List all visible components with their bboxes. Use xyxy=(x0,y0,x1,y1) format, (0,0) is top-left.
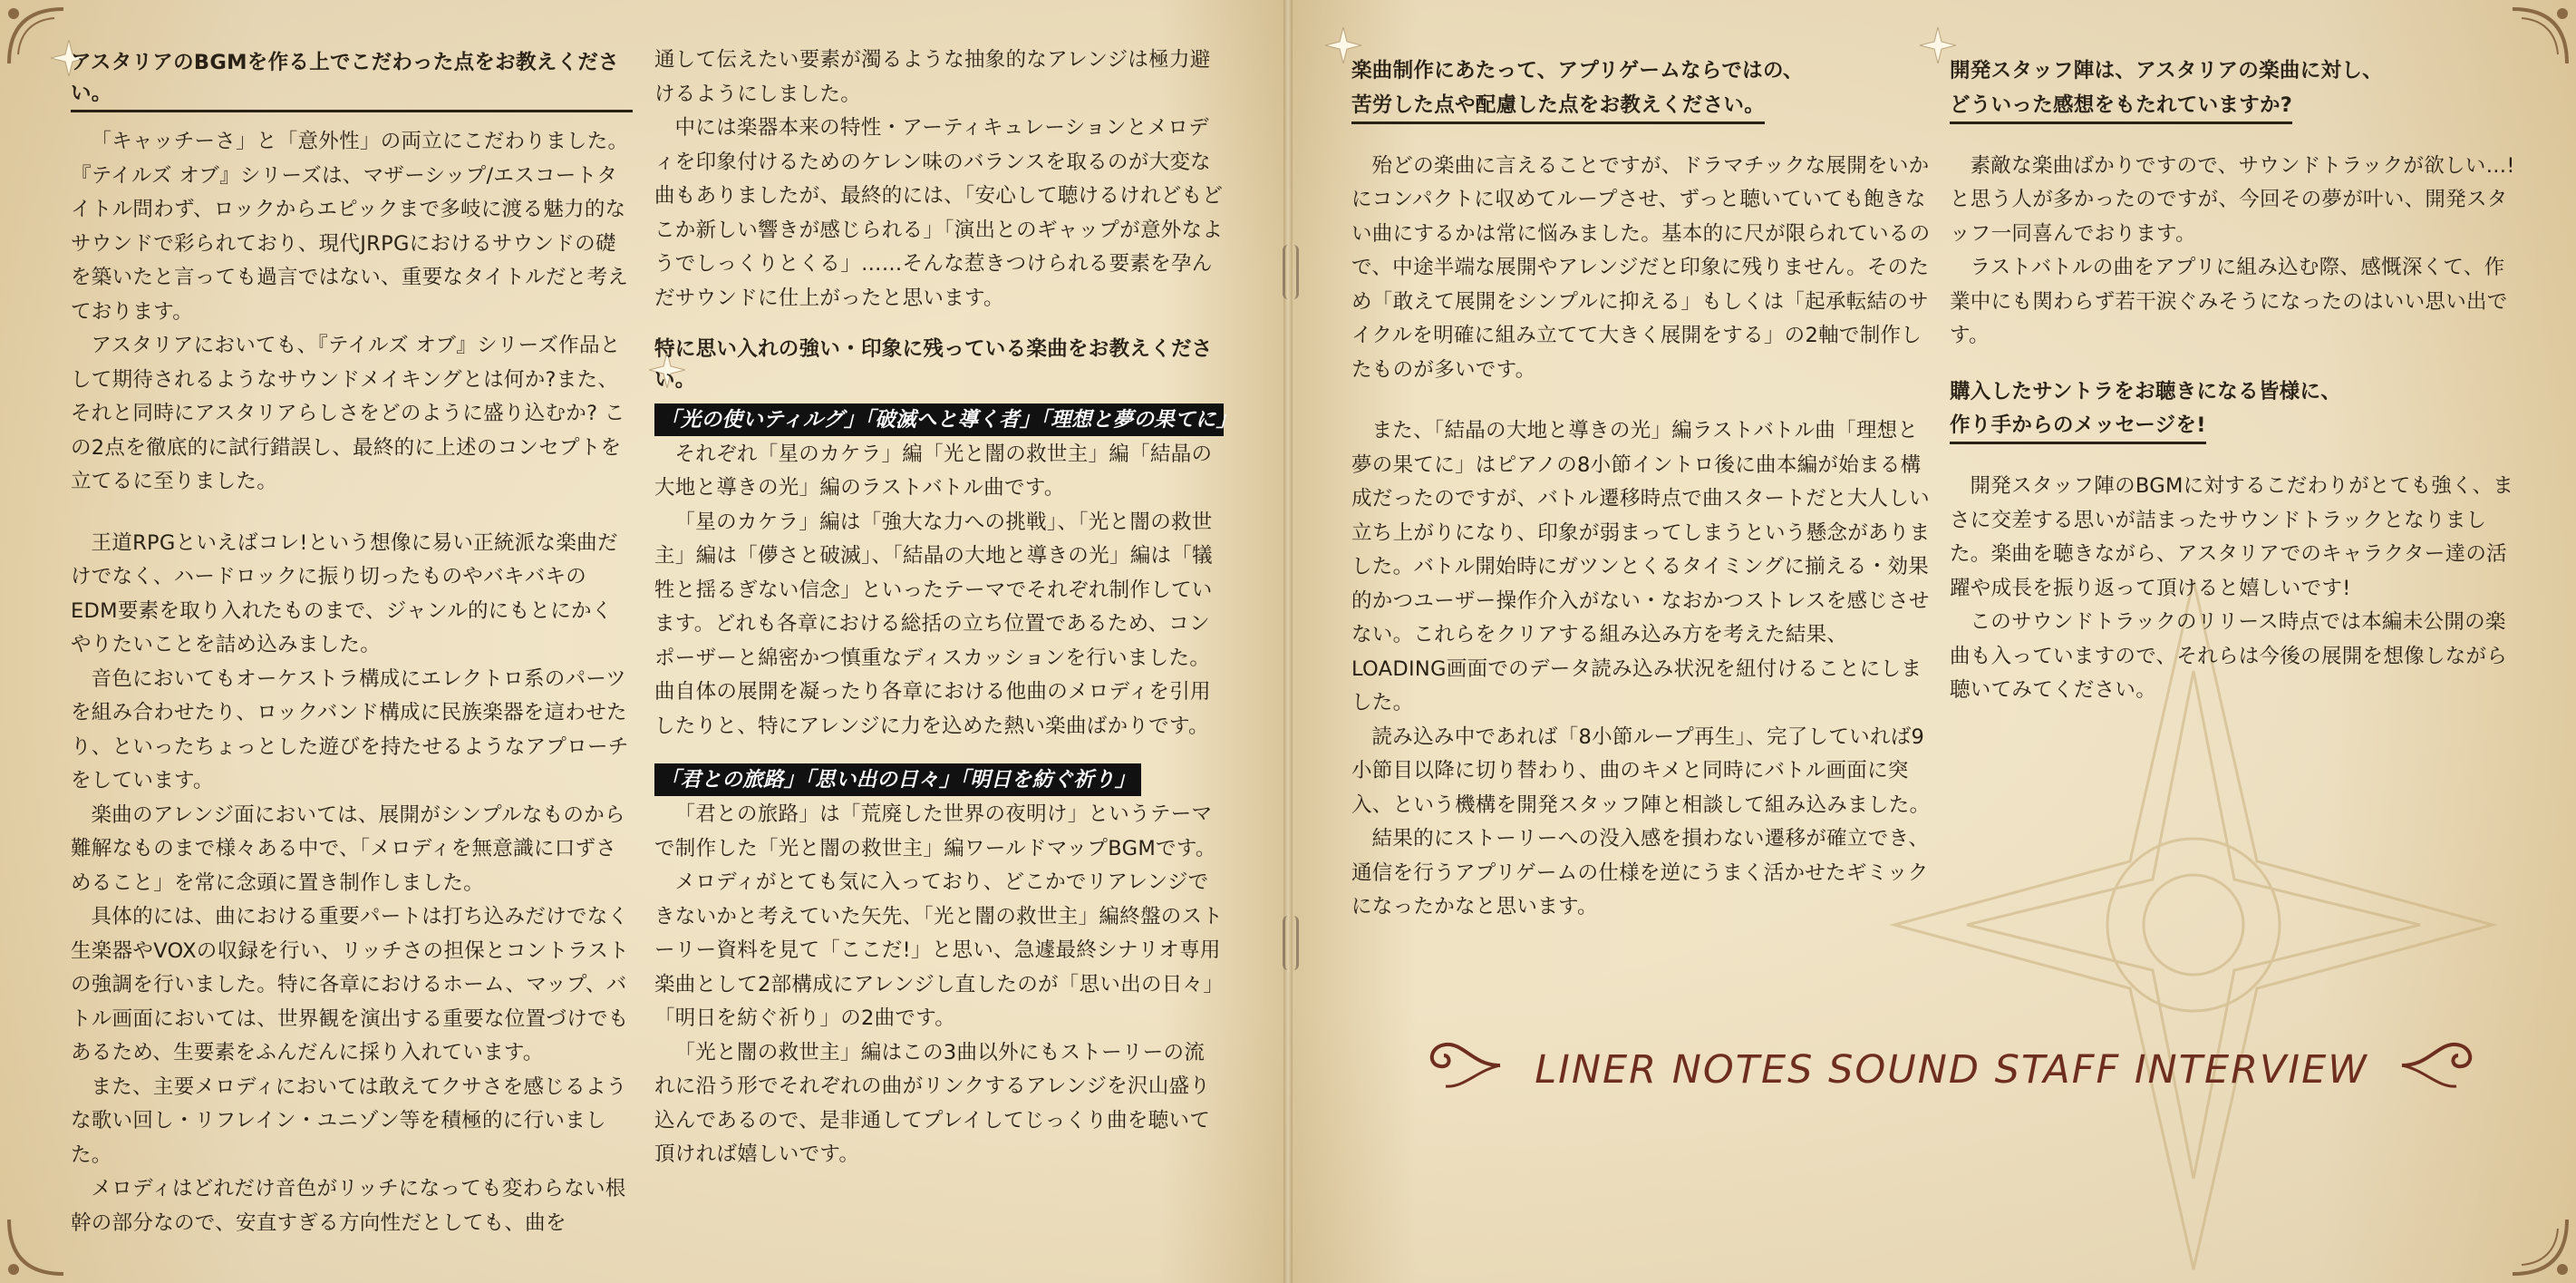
question-heading: 購入したサントラをお聴きになる皆様に、 xyxy=(1950,379,2342,403)
question-heading: 楽曲制作にあたって、アプリゲームならではの、 xyxy=(1351,59,1804,83)
paragraph: それぞれ「星のカケラ」編「光と闇の救世主」編「結晶の大地と導きの光」編のラストバトル曲です。 xyxy=(654,442,1213,500)
paragraph: 楽曲のアレンジ面においては、展開がシンプルなものから難解なものまで様々ある中で、「メロディを無意識に口ずさめること」を常に念頭に置き制作しました。 xyxy=(71,802,625,895)
liner-notes-title: LINER NOTES SOUND STAFF INTERVIEW xyxy=(1535,1047,2368,1093)
song-title-bar: 「光の使いティルグ」「破滅へと導く者」「理想と夢の果てに」 xyxy=(654,403,1224,436)
paragraph: 「キャッチーさ」と「意外性」の両立にこだわりました。『テイルズ オブ』シリーズは、マザーシップ/エスコートタイトル問わず、ロックからエピックまで多岐に渡る魅力的なサウンドで彩られており、現代JRPGにおけるサウンドの礎を築いたと言っても過言ではない、重要なタイトルだと考えております。 xyxy=(71,130,629,324)
flourish-right-ornament xyxy=(2393,1025,2493,1106)
paragraph: ラストバトルの曲をアプリに組み込む際、感慨深くて、作業中にも関わらず若干涙ぐみそうになったのはいい思い出です。 xyxy=(1950,256,2508,347)
question-heading: どういった感想をもたれていますか? xyxy=(1950,90,2292,124)
right-column-2 xyxy=(1950,54,2521,708)
question-heading: 苦労した点や配慮した点をお教えください。 xyxy=(1351,90,1765,124)
paragraph: 素敵な楽曲ばかりですので、サウンドトラックが欲しい…!と思う人が多かったのですが、今回その夢が叶い、開発スタッフ一同喜んでおります。 xyxy=(1950,153,2515,246)
flourish-left-ornament xyxy=(1409,1025,1509,1106)
left-column-2 xyxy=(654,44,1237,1172)
question-heading: 作り手からのメッセージを! xyxy=(1950,410,2206,444)
paragraph: また、「結晶の大地と導きの光」編ラストバトル曲「理想と夢の果てに」はピアノの8小節イントロ後に曲本編が始まる構成だったのですが、バトル遷移時点で曲スタートだと大人しい立ち上がりになり、印象が弱まってしまうという懸念がありました。バトル開始時にガツンとくるタイミングに揃える・効果的かつユーザー操作介入がない・なおかつストレスを感じさせない。これらをクリアする組み込み方を考えた結果、LOADING画面でのデータ読み込み状況を紐付けることにしました。 xyxy=(1351,419,1931,714)
paragraph: アスタリアにおいても、『テイルズ オブ』シリーズ作品として期待されるようなサウンドメイキングとは何か?また、それと同時にアスタリアらしさをどのように盛り込むか? この2点を徹底的に試行錯誤し、最終的に上述のコンセプトを立てるに至りました。 xyxy=(71,334,625,493)
paragraph: 通して伝えたい要素が濁るような抽象的なアレンジは極力避けるようにしました。 xyxy=(654,48,1211,106)
question-heading: 開発スタッフ陣は、アスタリアの楽曲に対し、 xyxy=(1950,59,2383,83)
paragraph: メロディはどれだけ音色がリッチになっても変わらない根幹の部分なので、安直すぎる方向性だとしても、曲を xyxy=(71,1177,626,1235)
song-title-bar: 「君との旅路」「思い出の日々」「明日を紡ぐ祈り」 xyxy=(654,763,1141,796)
paragraph: メロディがとても気に入っており、どこかでリアレンジできないかと考えていた矢先、「光と闇の救世主」編終盤のストーリー資料を見て「ここだ!」と思い、急遽最終シナリオ専用楽曲として2部構成にアレンジし直したのが「思い出の日々」「明日を紡ぐ祈り」の2曲です。 xyxy=(654,870,1224,1030)
paragraph: 具体的には、曲における重要パートは打ち込みだけでなく生楽器やVOXの収録を行い、リッチさの担保とコントラストの強調を行いました。特に各章におけるホーム、マップ、バトル画面においては、世界観を演出する重要な位置づけでもあるため、生要素をふんだんに採り入れています。 xyxy=(71,905,630,1064)
question-heading: 特に思い入れの強い・印象に残っている楽曲をお教えください。 xyxy=(654,337,1213,392)
paragraph: 結果的にストーリーへの没入感を損わない遷移が確立でき、通信を行うアプリゲームの仕様を逆にうまく活かせたギミックになったかなと思います。 xyxy=(1351,827,1930,919)
left-column-1 xyxy=(71,47,633,1240)
paragraph: 「星のカケラ」編は「強大な力への挑戦」、「光と闇の救世主」編は「儚さと破滅」、「結晶の大地と導きの光」編は「犠牲と揺るぎない信念」といったテーマでそれぞれ制作しています。どれも各章における総括の立ち位置であるため、コンポーザーと綿密かつ慎重なディスカッションを行いました。曲自体の展開を凝ったり各章における他曲のメロディを引用したりと、特にアレンジに力を込めた熱い楽曲ばかりです。 xyxy=(654,510,1213,738)
paragraph: 中には楽器本来の特性・アーティキュレーションとメロディを印象付けるためのケレン味のバランスを取るのが大変な曲もありましたが、最終的には、「安心して聴けるけれどもどこか新しい響きが感じられる」「演出とのギャップが意外なようでしっくりとくる」……そんな惹きつけられる要素を孕んだサウンドに仕上がったと思います。 xyxy=(654,116,1224,310)
question-heading: アスタリアのBGMを作る上でこだわった点をお教えください。 xyxy=(71,47,633,112)
paragraph: このサウンドトラックのリリース時点では本編未公開の楽曲も入っていますので、それらは今後の展開を想像しながら聴いてみてください。 xyxy=(1950,610,2508,702)
paragraph: 「君との旅路」は「荒廃した世界の夜明け」というテーマで制作した「光と闇の救世主」編ワールドマップBGMです。 xyxy=(654,802,1216,860)
paragraph: 開発スタッフ陣のBGMに対するこだわりがとても強く、まさに交差する思いが詰まったサウンドトラックとなりました。楽曲を聴きながら、アスタリアでのキャラクター達の活躍や成長を振り返って頂けると嬉しいです! xyxy=(1950,474,2514,600)
paragraph: 読み込み中であれば「8小節ループ再生」、完了していれば9小節目以降に切り替わり、曲のキメと同時にバトル画面に突入、という機構を開発スタッフ陣と相談して組み込みました。 xyxy=(1351,724,1931,817)
paragraph: 音色においてもオーケストラ構成にエレクトロ系のパーツを組み合わせたり、ロックバンド構成に民族楽器を這わせたり、といったちょっとした遊びを持たせるようなアプローチをしています。 xyxy=(71,666,629,792)
paragraph: 殆どの楽曲に言えることですが、ドラマチックな展開をいかにコンパクトに収めてループさせ、ずっと聴いていても飽きない曲にするかは常に悩みました。基本的に尺が限られているので、中途半端な展開やアレンジだと印象に残りません。そのため「敢えて展開をシンプルに抑える」もしくは「起承転結のサイクルを明確に組み立てて大きく展開をする」の2軸で制作したものが多いです。 xyxy=(1351,153,1931,382)
paragraph: 王道RPGといえばコレ!という想像に易い正統派な楽曲だけでなく、ハードロックに振り切ったものやバキバキのEDM要素を取り入れたものまで、ジャンル的にもとにかくやりたいことを詰め込みました。 xyxy=(71,530,618,656)
right-column-1 xyxy=(1351,54,1932,925)
paragraph: また、主要メロディにおいては敢えてクサさを感じるような歌い回し・リフレイン・ユニゾン等を積極的に行いました。 xyxy=(71,1074,627,1167)
paragraph: 「光と闇の救世主」編はこの3曲以外にもストーリーの流れに沿う形でそれぞれの曲がリンクするアレンジを沢山盛り込んであるので、是非通してプレイしてじっくり曲を聴いて頂ければ嬉しいです。 xyxy=(654,1040,1211,1166)
